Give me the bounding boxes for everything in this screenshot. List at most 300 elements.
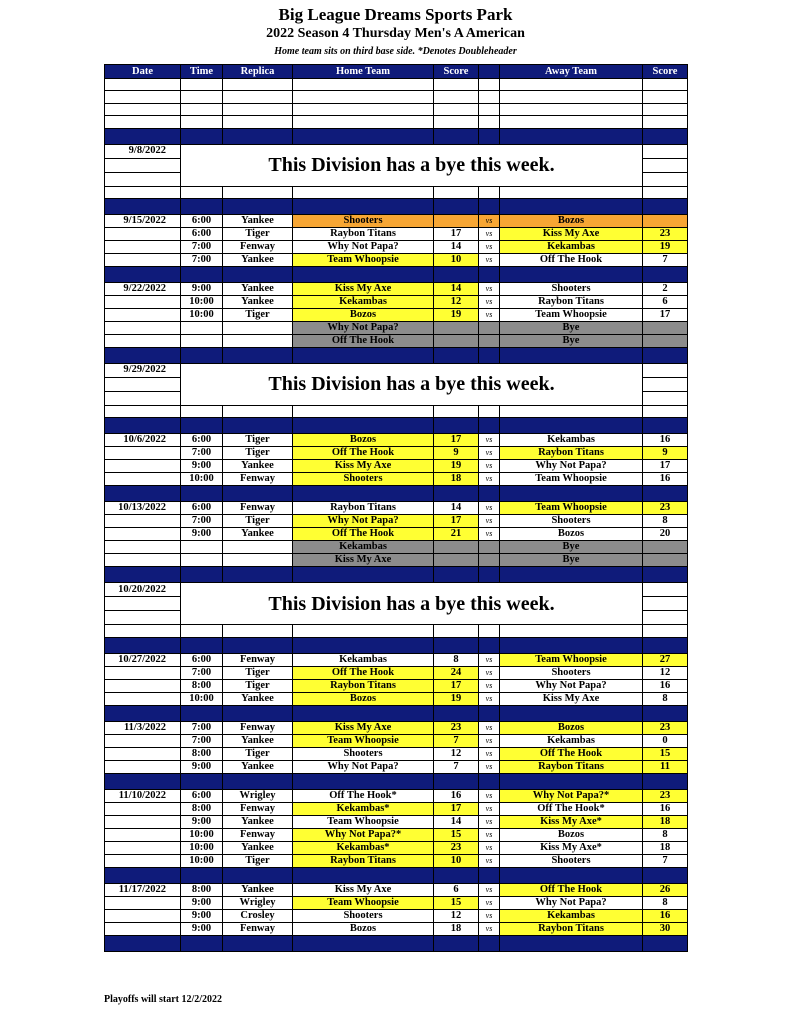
separator-cell (434, 198, 479, 214)
week-separator (105, 705, 688, 721)
versus-label: vs (479, 295, 500, 308)
versus-label: vs (479, 679, 500, 692)
week-date (105, 909, 181, 922)
blank-cell (434, 186, 479, 198)
week-date (105, 896, 181, 909)
away-team: Bye (500, 334, 643, 347)
column-header-away-score: Score (643, 65, 688, 79)
blank-cell (105, 116, 181, 128)
date-cell (105, 597, 181, 611)
home-team: Why Not Papa?* (293, 828, 434, 841)
blank-cell (105, 91, 181, 103)
home-score (434, 214, 479, 227)
separator-cell (223, 347, 293, 363)
game-row (105, 734, 688, 747)
game-row (105, 692, 688, 705)
away-score: 7 (643, 854, 688, 867)
home-team: Shooters (293, 214, 434, 227)
separator-cell (500, 418, 643, 434)
away-team: Bozos (500, 528, 643, 541)
blank-cell (105, 405, 181, 417)
away-score: 16 (643, 802, 688, 815)
separator-cell (181, 128, 223, 144)
bye-week-row (105, 363, 688, 377)
separator-cell (643, 418, 688, 434)
away-team: Raybon Titans (500, 922, 643, 935)
game-row (105, 854, 688, 867)
game-row (105, 679, 688, 692)
blank-cell (643, 625, 688, 637)
bye-message: This Division has a bye this week. (181, 363, 643, 405)
separator-cell (105, 418, 181, 434)
separator-cell (500, 198, 643, 214)
versus-label: vs (479, 760, 500, 773)
home-score: 14 (434, 240, 479, 253)
game-row (105, 721, 688, 734)
versus-label: vs (479, 227, 500, 240)
blank-cell (479, 625, 500, 637)
away-score: 20 (643, 528, 688, 541)
versus-label: vs (479, 922, 500, 935)
game-time (181, 541, 223, 554)
blank-cell (479, 103, 500, 115)
blank-cell (479, 79, 500, 91)
home-team: Bozos (293, 922, 434, 935)
away-score: 8 (643, 515, 688, 528)
versus-label: vs (479, 447, 500, 460)
game-row (105, 760, 688, 773)
away-team: Raybon Titans (500, 295, 643, 308)
week-date (105, 734, 181, 747)
away-team: Off The Hook (500, 747, 643, 760)
away-score (643, 172, 688, 186)
separator-cell (223, 486, 293, 502)
field-name: Yankee (223, 253, 293, 266)
separator-cell (293, 773, 434, 789)
week-date (105, 308, 181, 321)
game-time: 9:00 (181, 282, 223, 295)
page-title: Big League Dreams Sports Park (278, 5, 513, 24)
separator-cell (500, 867, 643, 883)
away-team: Off The Hook (500, 253, 643, 266)
separator-cell (223, 418, 293, 434)
separator-cell (479, 705, 500, 721)
home-score: 14 (434, 815, 479, 828)
away-team: Team Whoopsie (500, 473, 643, 486)
home-team: Kiss My Axe (293, 554, 434, 567)
home-score: 7 (434, 734, 479, 747)
home-team: Team Whoopsie (293, 734, 434, 747)
week-date (105, 554, 181, 567)
game-time: 6:00 (181, 227, 223, 240)
blank-cell (434, 103, 479, 115)
away-score: 23 (643, 721, 688, 734)
versus-label: vs (479, 854, 500, 867)
home-score: 17 (434, 515, 479, 528)
separator-cell (293, 935, 434, 951)
week-date: 9/22/2022 (105, 282, 181, 295)
away-team: Bozos (500, 721, 643, 734)
game-row (105, 883, 688, 896)
versus-label: vs (479, 883, 500, 896)
week-separator (105, 347, 688, 363)
blank-cell (293, 116, 434, 128)
home-team: Why Not Papa? (293, 240, 434, 253)
week-date (105, 447, 181, 460)
blank-cell (105, 79, 181, 91)
date-cell (105, 172, 181, 186)
home-score: 21 (434, 528, 479, 541)
field-name: Yankee (223, 214, 293, 227)
field-name: Tiger (223, 227, 293, 240)
playoffs-note: Playoffs will start 12/2/2022 (104, 994, 223, 1005)
away-score: 16 (643, 909, 688, 922)
week-separator (105, 266, 688, 282)
blank-cell (500, 79, 643, 91)
separator-cell (181, 705, 223, 721)
home-team: Why Not Papa? (293, 515, 434, 528)
week-date (105, 666, 181, 679)
game-row (105, 295, 688, 308)
versus-label: vs (479, 434, 500, 447)
separator-cell (293, 347, 434, 363)
versus-label: vs (479, 528, 500, 541)
blank-cell (223, 79, 293, 91)
versus-label (479, 541, 500, 554)
home-team: Off The Hook (293, 666, 434, 679)
game-row (105, 460, 688, 473)
away-score (643, 158, 688, 172)
separator-cell (434, 266, 479, 282)
game-row (105, 841, 688, 854)
home-score: 17 (434, 679, 479, 692)
game-time: 6:00 (181, 502, 223, 515)
away-score: 9 (643, 447, 688, 460)
column-header-home-team: Home Team (293, 65, 434, 79)
versus-label: vs (479, 802, 500, 815)
versus-label: vs (479, 240, 500, 253)
separator-cell (105, 637, 181, 653)
home-team: Kiss My Axe (293, 460, 434, 473)
away-team: Bye (500, 554, 643, 567)
home-team: Shooters (293, 909, 434, 922)
home-score: 24 (434, 666, 479, 679)
game-row (105, 434, 688, 447)
away-team: Why Not Papa?* (500, 789, 643, 802)
week-date (105, 528, 181, 541)
away-team: Team Whoopsie (500, 653, 643, 666)
away-score (643, 597, 688, 611)
home-team: Why Not Papa? (293, 760, 434, 773)
separator-cell (223, 567, 293, 583)
game-time (181, 554, 223, 567)
field-name: Yankee (223, 841, 293, 854)
separator-cell (479, 128, 500, 144)
separator-cell (643, 347, 688, 363)
away-team: Why Not Papa? (500, 679, 643, 692)
home-team: Off The Hook (293, 447, 434, 460)
home-score: 17 (434, 802, 479, 815)
bye-week-row (105, 144, 688, 158)
blank-cell (434, 625, 479, 637)
separator-cell (434, 637, 479, 653)
game-row (105, 502, 688, 515)
week-separator (105, 567, 688, 583)
week-date (105, 802, 181, 815)
separator-cell (434, 486, 479, 502)
game-row (105, 214, 688, 227)
away-score: 27 (643, 653, 688, 666)
bye-message: This Division has a bye this week. (181, 583, 643, 625)
field-name: Yankee (223, 282, 293, 295)
separator-cell (479, 347, 500, 363)
week-date (105, 473, 181, 486)
separator-cell (479, 418, 500, 434)
separator-cell (643, 773, 688, 789)
away-score (643, 541, 688, 554)
game-time: 7:00 (181, 734, 223, 747)
blank-cell (293, 625, 434, 637)
away-score: 16 (643, 434, 688, 447)
home-team: Bozos (293, 434, 434, 447)
game-row (105, 308, 688, 321)
week-date (105, 253, 181, 266)
separator-cell (434, 935, 479, 951)
game-row (105, 815, 688, 828)
game-row (105, 896, 688, 909)
field-name (223, 321, 293, 334)
separator-cell (105, 567, 181, 583)
home-team: Why Not Papa? (293, 321, 434, 334)
field-name: Fenway (223, 502, 293, 515)
home-score: 15 (434, 896, 479, 909)
home-team: Raybon Titans (293, 227, 434, 240)
home-score: 16 (434, 789, 479, 802)
column-header-vs (479, 65, 500, 79)
game-row (105, 528, 688, 541)
away-team: Kekambas (500, 909, 643, 922)
home-score: 9 (434, 447, 479, 460)
away-score: 8 (643, 692, 688, 705)
separator-cell (181, 266, 223, 282)
bye-message: This Division has a bye this week. (181, 144, 643, 186)
game-time: 7:00 (181, 666, 223, 679)
away-score: 8 (643, 828, 688, 841)
game-time: 7:00 (181, 721, 223, 734)
column-header-date: Date (105, 65, 181, 79)
game-time: 10:00 (181, 308, 223, 321)
blank-cell (479, 91, 500, 103)
game-time (181, 321, 223, 334)
home-score: 19 (434, 692, 479, 705)
week-separator (105, 128, 688, 144)
separator-cell (500, 773, 643, 789)
home-team: Kekambas (293, 295, 434, 308)
blank-cell (105, 625, 181, 637)
game-time: 10:00 (181, 841, 223, 854)
blank-cell (500, 91, 643, 103)
home-team: Kekambas (293, 541, 434, 554)
away-score (643, 583, 688, 597)
separator-cell (500, 705, 643, 721)
game-row (105, 515, 688, 528)
home-team: Team Whoopsie (293, 815, 434, 828)
field-name: Fenway (223, 802, 293, 815)
away-team: Shooters (500, 515, 643, 528)
field-name: Crosley (223, 909, 293, 922)
versus-label: vs (479, 789, 500, 802)
blank-cell (223, 103, 293, 115)
game-time: 9:00 (181, 815, 223, 828)
away-team: Kekambas (500, 734, 643, 747)
away-score: 23 (643, 502, 688, 515)
home-team: Shooters (293, 747, 434, 760)
game-time: 8:00 (181, 802, 223, 815)
versus-label: vs (479, 841, 500, 854)
blank-cell (223, 405, 293, 417)
field-name: Tiger (223, 308, 293, 321)
game-time: 7:00 (181, 515, 223, 528)
game-row (105, 666, 688, 679)
separator-cell (293, 567, 434, 583)
separator-cell (293, 705, 434, 721)
home-team: Bozos (293, 692, 434, 705)
away-team: Why Not Papa? (500, 896, 643, 909)
game-time: 9:00 (181, 460, 223, 473)
game-time: 8:00 (181, 747, 223, 760)
separator-cell (434, 705, 479, 721)
blank-cell (223, 625, 293, 637)
game-row (105, 789, 688, 802)
separator-cell (293, 637, 434, 653)
table-header (105, 65, 688, 79)
field-name: Yankee (223, 692, 293, 705)
game-row (105, 321, 688, 334)
away-team: Kiss My Axe* (500, 815, 643, 828)
column-header-time: Time (181, 65, 223, 79)
week-date (105, 679, 181, 692)
away-score: 17 (643, 308, 688, 321)
date-cell (105, 158, 181, 172)
home-score: 18 (434, 922, 479, 935)
game-row (105, 922, 688, 935)
separator-cell (181, 867, 223, 883)
separator-cell (479, 486, 500, 502)
away-score: 23 (643, 227, 688, 240)
game-row (105, 554, 688, 567)
separator-cell (223, 705, 293, 721)
date-cell (105, 611, 181, 625)
separator-cell (434, 567, 479, 583)
blank-cell (293, 103, 434, 115)
game-time (181, 334, 223, 347)
separator-cell (181, 935, 223, 951)
separator-cell (223, 935, 293, 951)
away-team: Bye (500, 321, 643, 334)
game-time: 8:00 (181, 883, 223, 896)
field-name (223, 554, 293, 567)
away-score (643, 144, 688, 158)
separator-cell (434, 773, 479, 789)
field-name (223, 541, 293, 554)
blank-cell (181, 116, 223, 128)
away-score: 12 (643, 666, 688, 679)
game-row (105, 747, 688, 760)
away-team: Kiss My Axe* (500, 841, 643, 854)
away-team: Bozos (500, 214, 643, 227)
separator-cell (643, 128, 688, 144)
away-team: Team Whoopsie (500, 308, 643, 321)
blank-cell (434, 116, 479, 128)
home-team: Raybon Titans (293, 502, 434, 515)
date-cell (105, 377, 181, 391)
field-name: Yankee (223, 528, 293, 541)
versus-label: vs (479, 721, 500, 734)
separator-cell (479, 867, 500, 883)
separator-cell (500, 266, 643, 282)
separator-cell (643, 486, 688, 502)
home-team: Kekambas* (293, 841, 434, 854)
schedule-note: Home team sits on third base side. *Denotes Doubleheader (274, 46, 517, 57)
week-date: 11/3/2022 (105, 721, 181, 734)
separator-cell (434, 347, 479, 363)
separator-cell (105, 128, 181, 144)
field-name: Yankee (223, 760, 293, 773)
versus-label: vs (479, 666, 500, 679)
blank-cell (223, 116, 293, 128)
separator-cell (105, 266, 181, 282)
column-header-replica: Replica (223, 65, 293, 79)
week-date (105, 922, 181, 935)
away-team: Kiss My Axe (500, 692, 643, 705)
separator-cell (434, 128, 479, 144)
home-team: Off The Hook (293, 334, 434, 347)
blank-cell (293, 91, 434, 103)
versus-label: vs (479, 896, 500, 909)
separator-cell (223, 198, 293, 214)
separator-cell (500, 128, 643, 144)
home-score: 23 (434, 841, 479, 854)
versus-label (479, 334, 500, 347)
field-name: Yankee (223, 734, 293, 747)
separator-cell (500, 637, 643, 653)
blank-row (105, 186, 688, 198)
away-score (643, 554, 688, 567)
home-team: Raybon Titans (293, 854, 434, 867)
field-name: Tiger (223, 447, 293, 460)
versus-label: vs (479, 460, 500, 473)
week-separator (105, 637, 688, 653)
week-separator (105, 867, 688, 883)
away-team: Kekambas (500, 240, 643, 253)
field-name: Fenway (223, 473, 293, 486)
home-score: 10 (434, 854, 479, 867)
week-date (105, 828, 181, 841)
week-date (105, 295, 181, 308)
separator-cell (223, 266, 293, 282)
away-score: 17 (643, 460, 688, 473)
blank-cell (293, 186, 434, 198)
week-date (105, 240, 181, 253)
field-name: Tiger (223, 854, 293, 867)
separator-cell (105, 198, 181, 214)
away-team: Shooters (500, 854, 643, 867)
field-name: Yankee (223, 460, 293, 473)
game-row (105, 447, 688, 460)
blank-row (105, 625, 688, 637)
separator-cell (223, 773, 293, 789)
week-date (105, 321, 181, 334)
